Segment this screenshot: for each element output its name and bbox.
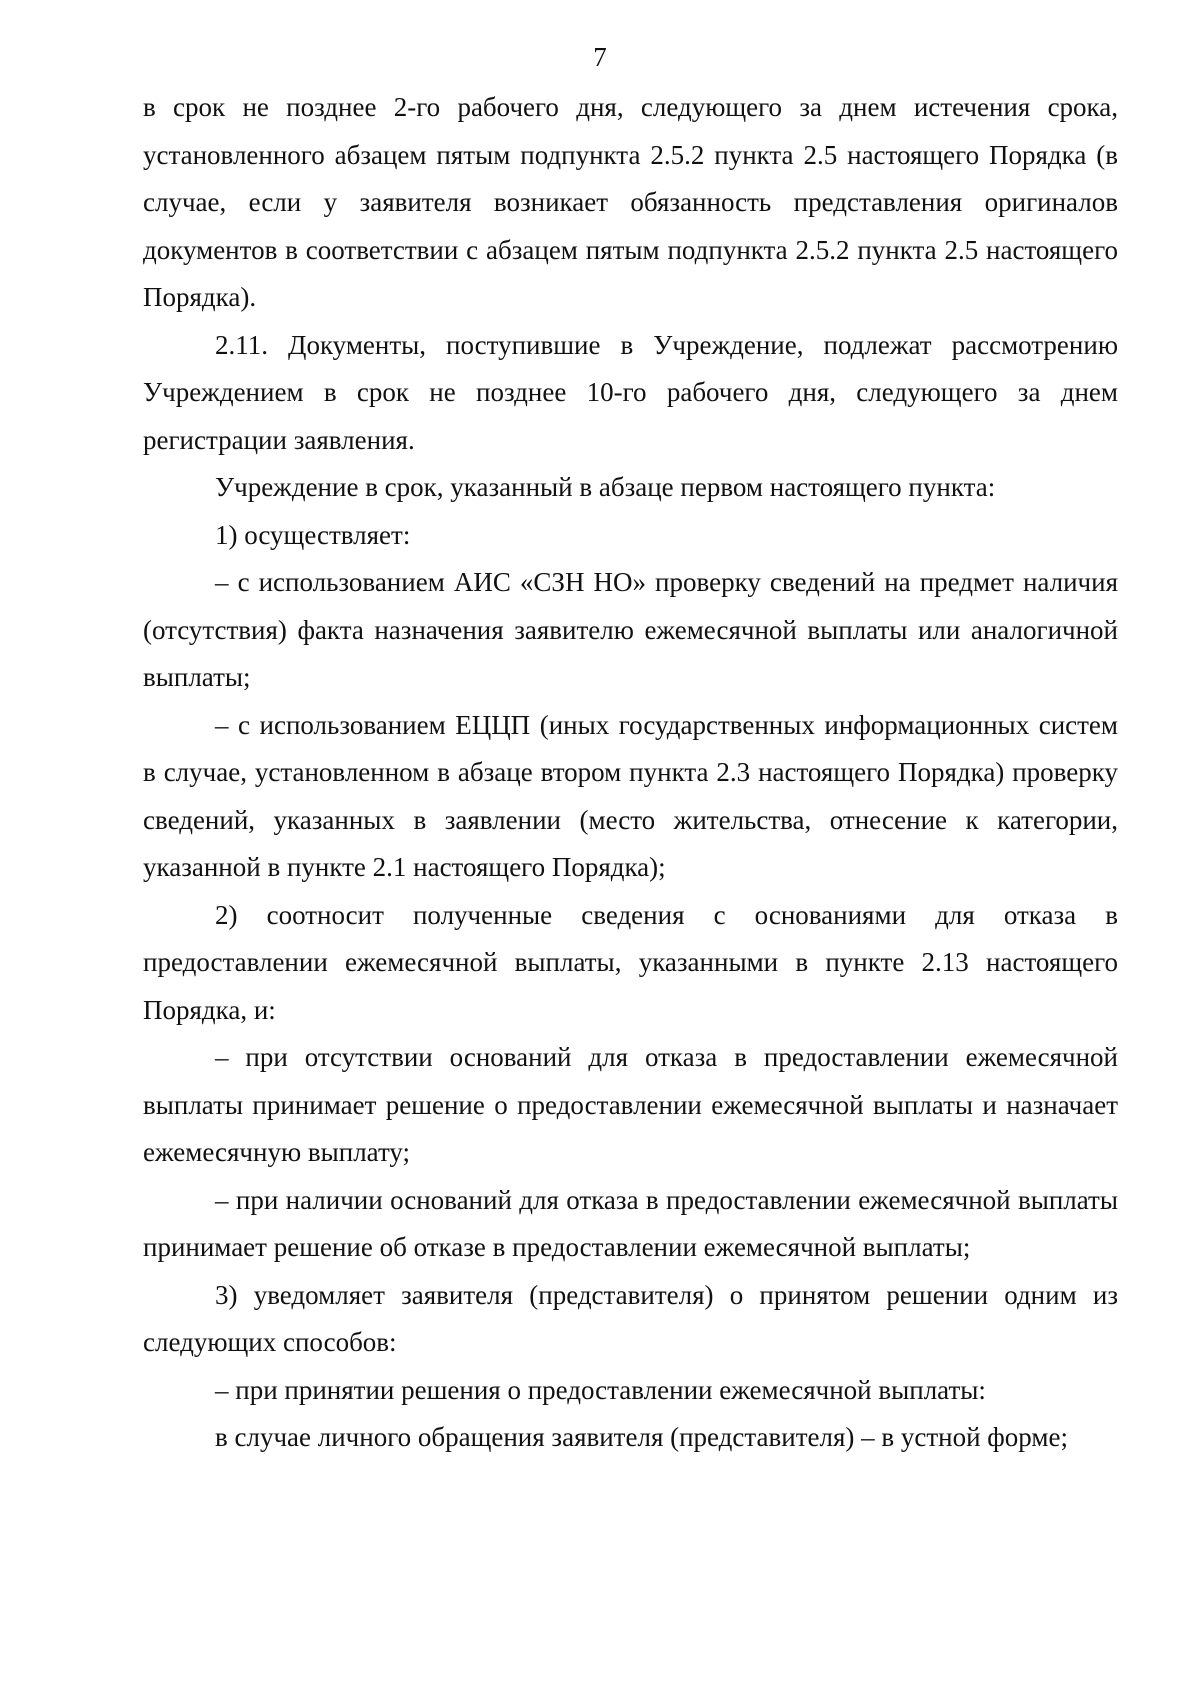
paragraph-item-1: 1) осуществляет: [215,519,411,550]
paragraph-item-2: 2) соотносит полученные сведения с основаниями для отказа в предоставлении ежемесячной выплаты, указанными в пункте 2.13 настоящего Порядка, и: [143,899,1118,1025]
paragraph-2-11: 2.11. Документы, поступившие в Учреждение, подлежат рассмотрению Учреждением в срок не позднее 10-го рабочего дня, следующего за днем регистрации заявления. [143,329,1118,455]
paragraph-item-1-dash-eccp: – с использованием ЕЦЦП (иных государственных информационных систем в случае, установленном в абзаце втором пункта 2.3 настоящего Порядка) проверку сведений, указанных в заявлении (место жительства, отнесение к категории, указанной в пункте 2.1 настоящего Порядка); [143,709,1118,882]
paragraph-item-1-dash-ais: – с использованием АИС «СЗН НО» проверку сведений на предмет наличия (отсутствия) факта назначения заявителю ежемесячной выплаты или аналогичной выплаты; [143,567,1118,692]
paragraph-item-2-dash-grounds: – при наличии оснований для отказа в предоставлении ежемесячной выплаты принимает решение об отказе в предоставлении ежемесячной выплаты; [143,1184,1118,1262]
page-number: 7 [593,42,607,72]
paragraph-continuation: в срок не позднее 2-го рабочего дня, следующего за днем истечения срока, установленного абзацем пятым подпункта 2.5.2 пункта 2.5 настоящего Порядка (в случае, если у заявителя возникает обязанность представления оригиналов документов в соответствии с абзацем пятым подпункта 2.5.2 пункта 2.5 настоящего Порядка). [143,92,1118,312]
paragraph-personal-appeal: в случае личного обращения заявителя (представителя) – в устной форме; [215,1422,1068,1452]
paragraph-item-3-dash-decision: – при принятии решения о предоставлении ежемесячной выплаты: [215,1374,986,1405]
paragraph-item-2-dash-no-grounds: – при отсутствии оснований для отказа в предоставлении ежемесячной выплаты принимает решение о предоставлении ежемесячной выплаты и назначает ежемесячную выплату; [143,1042,1118,1167]
document-body [143,84,1118,1462]
paragraph-item-3: 3) уведомляет заявителя (представителя) о принятом решении одним из следующих способов: [143,1279,1118,1357]
paragraph-institution-within-term: Учреждение в срок, указанный в абзаце первом настоящего пункта: [215,472,996,502]
